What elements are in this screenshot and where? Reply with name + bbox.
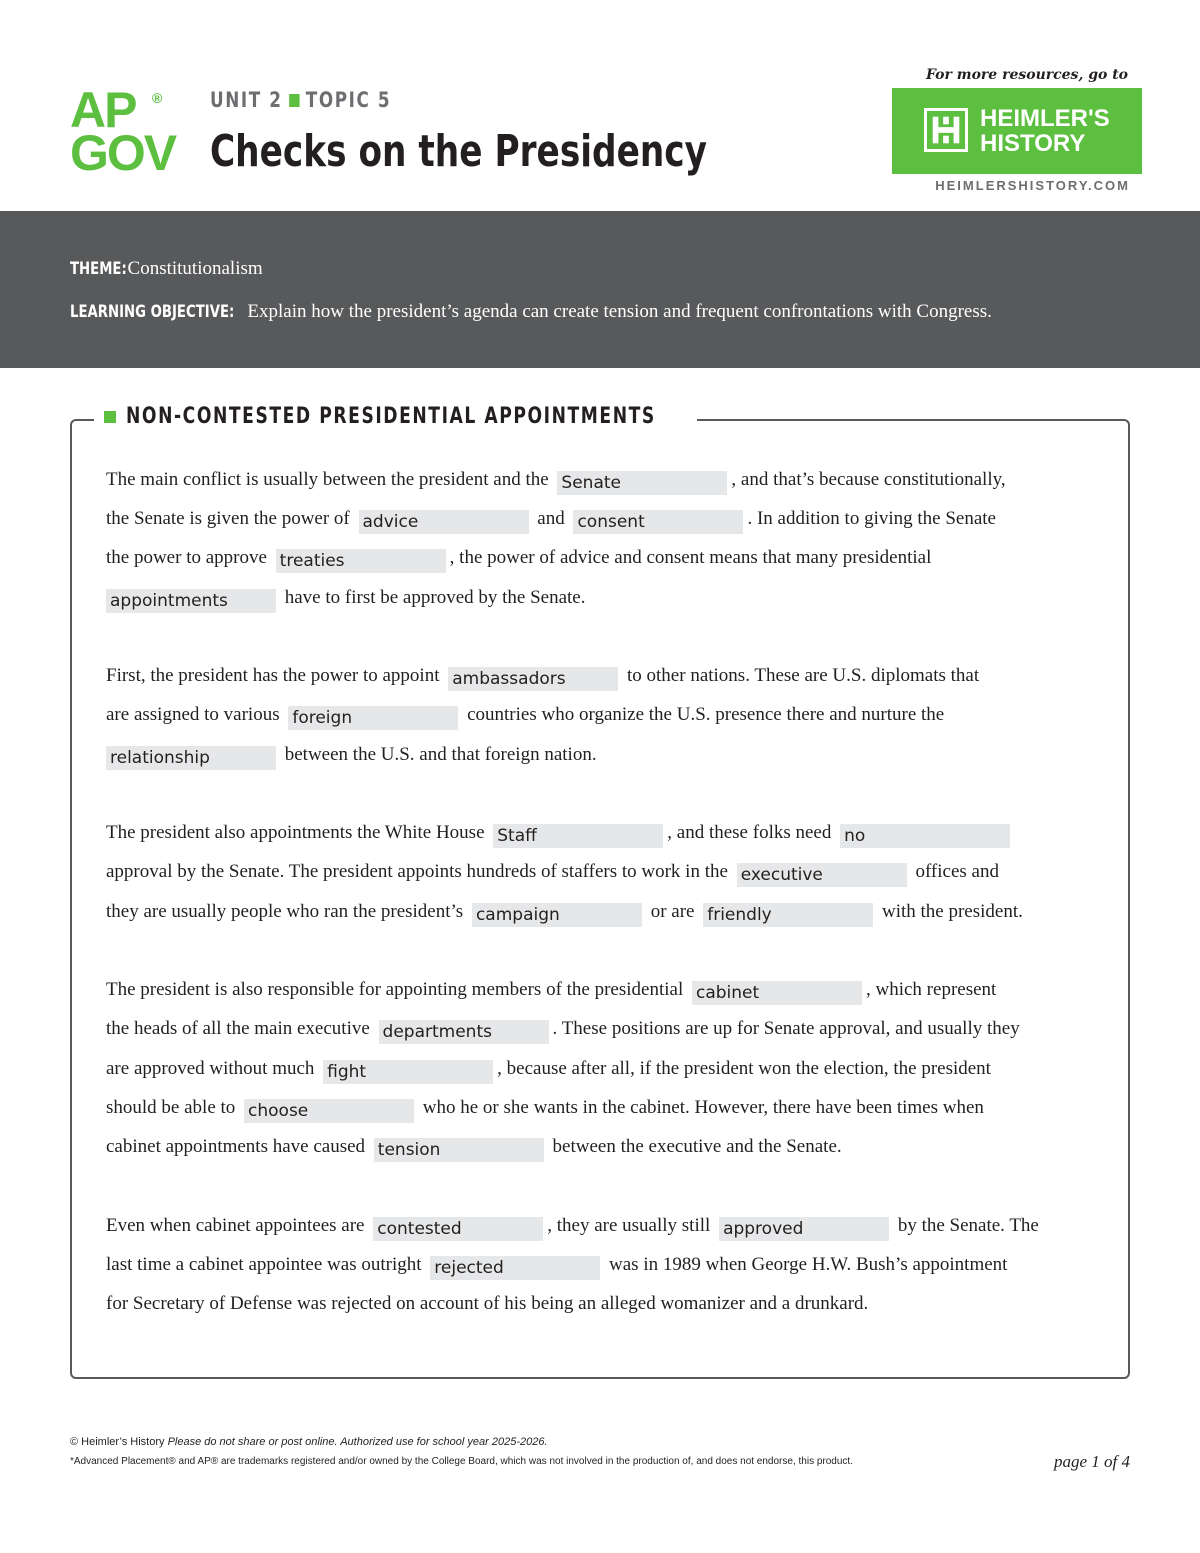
square-bullet-icon — [289, 94, 299, 107]
text: , and these folks need — [667, 822, 832, 844]
text: , the power of advice and consent means that many presidential — [449, 547, 932, 569]
answer-blank[interactable]: relationship — [106, 746, 276, 770]
text: between the executive and the Senate. — [552, 1136, 842, 1158]
answer-blank[interactable]: friendly — [703, 903, 873, 927]
answer-blank[interactable]: no — [840, 824, 1010, 848]
brand-line-1: HEIMLER'S — [980, 105, 1110, 132]
text: between the U.S. and that foreign nation. — [284, 743, 597, 765]
worksheet-content — [106, 460, 1106, 1363]
answer-blank[interactable]: fight — [323, 1060, 493, 1084]
answer-blank[interactable]: cabinet — [692, 981, 862, 1005]
objective-row — [70, 301, 992, 323]
objective-value: Explain how the president’s agenda can create tension and frequent confrontations with Congress. — [247, 301, 992, 322]
text: was in 1989 when George H.W. Bush’s appointment — [609, 1253, 1008, 1275]
answer-blank[interactable]: executive — [737, 863, 907, 887]
answer-blank[interactable]: approved — [719, 1217, 889, 1241]
text: are assigned to various — [106, 704, 280, 726]
logo-registered-mark: ® — [152, 90, 163, 106]
theme-banner — [0, 211, 1200, 368]
text: have to first be approved by the Senate. — [284, 586, 586, 608]
unit-label: UNIT 2 — [210, 88, 283, 112]
theme-row — [70, 258, 263, 280]
text: The president also appointments the White House — [106, 822, 485, 844]
text: countries who organize the U.S. presence there and nurture the — [467, 704, 945, 726]
text: last time a cabinet appointee was outright — [106, 1253, 422, 1275]
objective-label: LEARNING OBJECTIVE: — [70, 302, 235, 322]
footer-line-1 — [70, 1436, 548, 1448]
answer-blank[interactable]: foreign — [288, 706, 458, 730]
answer-blank[interactable]: Senate — [557, 471, 727, 495]
text: the power to approve — [106, 547, 267, 569]
theme-value: Constitutionalism — [127, 258, 263, 279]
text: the heads of all the main executive — [106, 1018, 370, 1040]
paragraph-2 — [106, 656, 1106, 774]
answer-blank[interactable]: ambassadors — [448, 667, 618, 691]
text: to other nations. These are U.S. diplomats that — [627, 665, 980, 687]
paragraph-3 — [106, 813, 1106, 931]
text: they are usually people who ran the president’s — [106, 900, 464, 922]
paragraph-5 — [106, 1206, 1106, 1324]
answer-blank[interactable]: advice — [359, 510, 529, 534]
text: who he or she wants in the cabinet. However, there have been times when — [422, 1096, 984, 1118]
trademark-notice: *Advanced Placement® and AP® are trademarks registered and/or owned by the College Board, which was not involved in the production of, and does not endorse, this product. — [70, 1456, 853, 1467]
text: are approved without much — [106, 1057, 315, 1079]
theme-label: THEME: — [70, 259, 127, 279]
answer-blank[interactable]: choose — [244, 1099, 414, 1123]
text: The main conflict is usually between the president and the — [106, 469, 549, 490]
text: or are — [650, 900, 695, 922]
text: with the president. — [881, 900, 1023, 922]
unit-topic-label — [210, 88, 391, 112]
square-bullet-icon — [104, 411, 116, 423]
section-title — [94, 404, 697, 429]
text: . In addition to giving the Senate — [747, 508, 996, 530]
hh-monogram-icon — [924, 108, 968, 152]
paragraph-4 — [106, 970, 1106, 1166]
text: , and that’s because constitutionally, — [731, 469, 1006, 490]
text: The president is also responsible for appointing members of the presidential — [106, 979, 684, 1001]
paragraph-1 — [106, 460, 1106, 617]
text: offices and — [915, 861, 999, 883]
text: the Senate is given the power of — [106, 508, 350, 530]
text: . These positions are up for Senate approval, and usually they — [552, 1018, 1020, 1040]
text: , they are usually still — [547, 1214, 711, 1236]
usage-notice: Please do not share or post online. Authorized use for school year 2025-2026. — [167, 1436, 548, 1448]
ap-gov-logo — [70, 82, 200, 181]
text: for Secretary of Defense was rejected on account of his being an alleged womanizer and a drunkard. — [106, 1293, 869, 1315]
logo-gov: GOV — [70, 125, 176, 181]
brand-line-2: HISTORY — [980, 130, 1086, 157]
text: , which represent — [866, 979, 997, 1001]
section-title-text: NON-CONTESTED PRESIDENTIAL APPOINTMENTS — [126, 404, 656, 429]
answer-blank[interactable]: rejected — [430, 1256, 600, 1280]
answer-blank[interactable]: consent — [573, 510, 743, 534]
answer-blank[interactable]: Staff — [493, 824, 663, 848]
brand-url-link[interactable]: HEIMLERSHISTORY.COM — [935, 178, 1130, 193]
logo-ap: AP — [70, 82, 136, 138]
text: and — [537, 508, 565, 530]
text: , because after all, if the president won the election, the president — [497, 1057, 991, 1079]
text: should be able to — [106, 1096, 236, 1118]
footer — [70, 1436, 853, 1467]
text: Even when cabinet appointees are — [106, 1214, 365, 1236]
answer-blank[interactable]: contested — [373, 1217, 543, 1241]
answer-blank[interactable]: appointments — [106, 589, 276, 613]
text: cabinet appointments have caused — [106, 1136, 366, 1158]
answer-blank[interactable]: treaties — [276, 549, 446, 573]
text: by the Senate. The — [897, 1214, 1039, 1236]
heimlers-history-logo[interactable] — [892, 88, 1142, 174]
answer-blank[interactable]: campaign — [472, 903, 642, 927]
page-number: page 1 of 4 — [1053, 1452, 1130, 1471]
page-title: Checks on the Presidency — [210, 126, 708, 177]
answer-blank[interactable]: tension — [374, 1138, 544, 1162]
text: approval by the Senate. The president appoints hundreds of staffers to work in the — [106, 861, 728, 883]
brand-name — [980, 106, 1110, 156]
answer-blank[interactable]: departments — [379, 1020, 549, 1044]
text: First, the president has the power to appoint — [106, 665, 440, 687]
resources-text: For more resources, go to — [926, 67, 1128, 83]
copyright-text: © Heimler’s History — [70, 1436, 165, 1448]
topic-label: TOPIC 5 — [305, 88, 392, 112]
